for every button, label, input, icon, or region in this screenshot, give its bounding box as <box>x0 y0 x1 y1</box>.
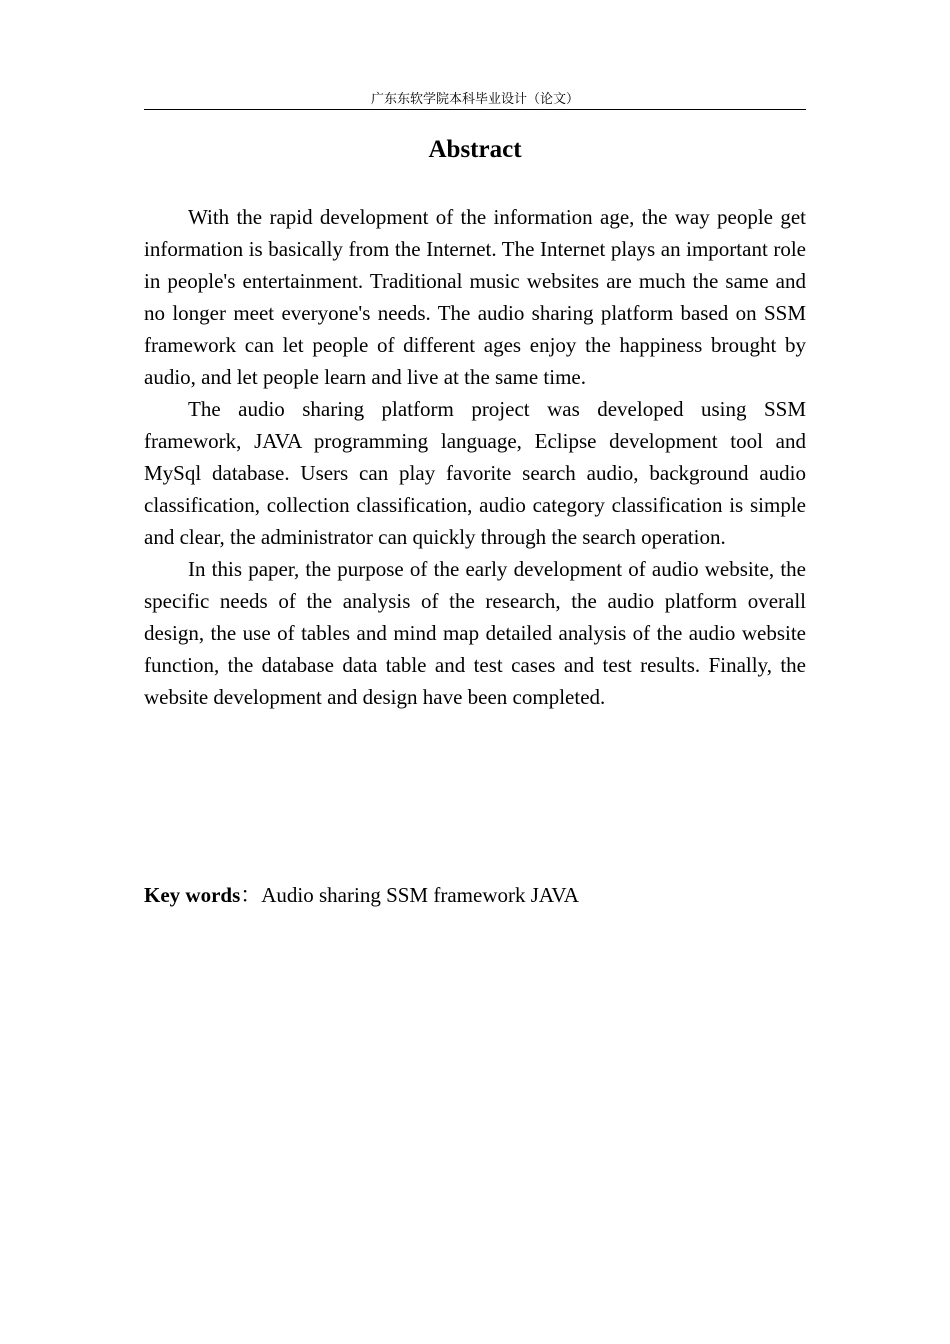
paragraph: With the rapid development of the information age, the way people get information is basically from the Internet. The Internet plays an important role in people's entertainment. Traditional music websites are much the same and no longer meet everyone's needs. The audio sharing platform based on SSM framework can let people of different ages enjoy the happiness brought by audio, and let people learn and live at the same time. <box>144 205 806 389</box>
keywords-label: Key words <box>144 883 241 907</box>
keywords-value: Audio sharing SSM framework JAVA <box>261 883 579 907</box>
page-header: 广东东软学院本科毕业设计（论文） <box>144 90 806 110</box>
paragraph: The audio sharing platform project was developed using SSM framework, JAVA programming language, Eclipse development tool and MySql database. Users can play favorite search audio, background audio classification, collection classification, audio category classification is simple and clear, the administrator can quickly through the search operation. <box>144 397 806 549</box>
keywords-separator: ： <box>240 883 262 907</box>
abstract-body <box>144 201 806 713</box>
abstract-title: Abstract <box>428 136 522 163</box>
keywords <box>144 879 579 911</box>
paragraph: In this paper, the purpose of the early development of audio website, the specific needs of the analysis of the research, the audio platform overall design, the use of tables and mind map detailed analysis of the audio website function, the database data table and test cases and test results. Finally, the website development and design have been completed. <box>144 557 806 709</box>
